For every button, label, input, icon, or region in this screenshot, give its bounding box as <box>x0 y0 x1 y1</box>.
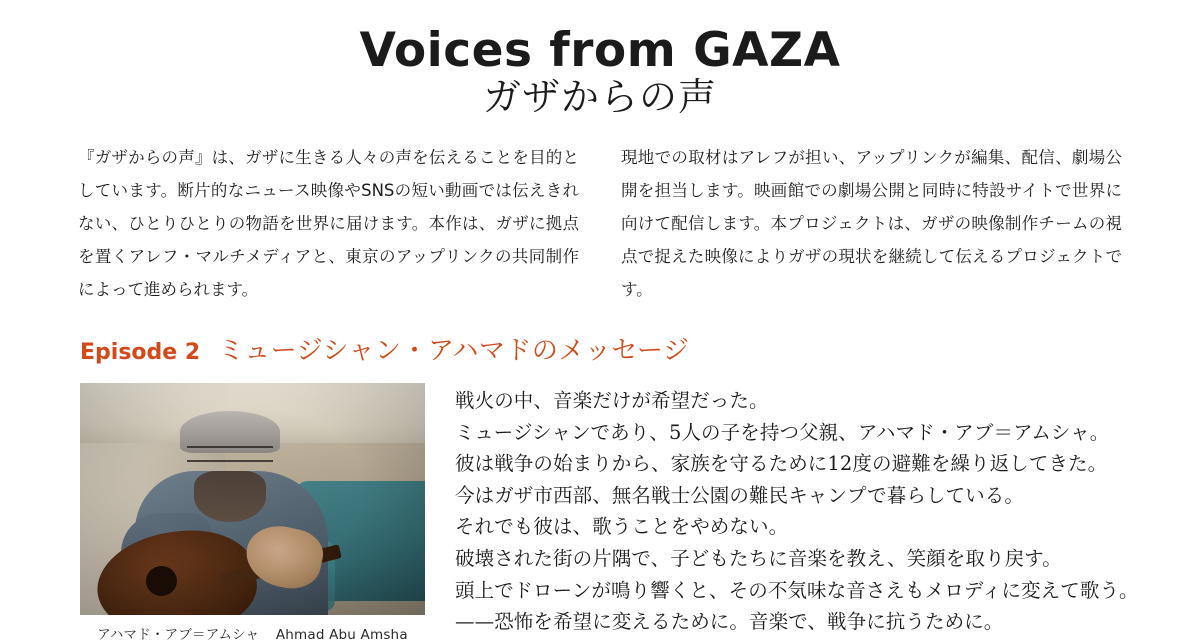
episode-body <box>80 383 1200 643</box>
narrative-line: それでも彼は、歌うことをやめない。 <box>455 515 789 539</box>
intro-paragraph-right: 現地での取材はアレフが担い、アップリンクが編集、配信、劇場公開を担当します。映画館での劇場公開と同時に特設サイトで世界に向けて配信します。本プロジェクトは、ガザの映像制作チームの視点で捉えた映像によりガザの現状を継続して伝えるプロジェクトです。 <box>621 148 1122 300</box>
page-title-japanese: ガザからの声 <box>482 75 717 120</box>
intro-section <box>78 141 1122 306</box>
narrative-line: 破壊された街の片隅で、子どもたちに音楽を教え、笑顔を取り戻す。 <box>455 547 1062 571</box>
narrative-line: 頭上でドローンが鳴り響くと、その不気味な音さえもメロディに変えて歌う。 <box>455 578 1139 602</box>
title-block <box>0 0 1200 119</box>
narrative-line: 彼は戦争の始まりから、家族を守るために12度の避難を繰り返してきた。 <box>455 452 1108 476</box>
episode-title: ミュージシャン・アハマドのメッセージ <box>218 336 690 367</box>
episode-narrative <box>455 383 1200 643</box>
episode-heading <box>80 330 1200 367</box>
narrative-line: 戦火の中、音楽だけが希望だった。 <box>455 389 769 413</box>
photo-caption-japanese: アハマド・アブ＝アムシャ <box>97 627 260 643</box>
narrative-line: ミュージシャンであり、5人の子を持つ父親、アハマド・アブ＝アムシャ。 <box>455 420 1110 444</box>
narrative-line: ——恐怖を希望に変えるために。音楽で、戦争に抗うために。 <box>455 610 1004 634</box>
photo-vignette <box>80 383 425 615</box>
photo-caption-english: Ahmad Abu Amsha <box>275 627 408 643</box>
episode-photo-block <box>80 383 425 643</box>
page-title-english: Voices from GAZA <box>359 23 841 78</box>
portrait-photo <box>80 383 425 615</box>
episode-number-label: Episode 2 <box>80 340 201 366</box>
intro-paragraph-left: 『ガザからの声』は、ガザに生きる人々の声を伝えることを目的としています。断片的なニュース映像やSNSの短い動画では伝えきれない、ひとりひとりの物語を世界に届けます。本作は、ガザに拠点を置くアレフ・マルチメディアと、東京のアップリンクの共同制作によって進められます。 <box>78 148 580 300</box>
narrative-line: 今はガザ市西部、無名戦士公園の難民キャンプで暮らしている。 <box>455 483 1024 507</box>
photo-caption <box>80 623 425 643</box>
